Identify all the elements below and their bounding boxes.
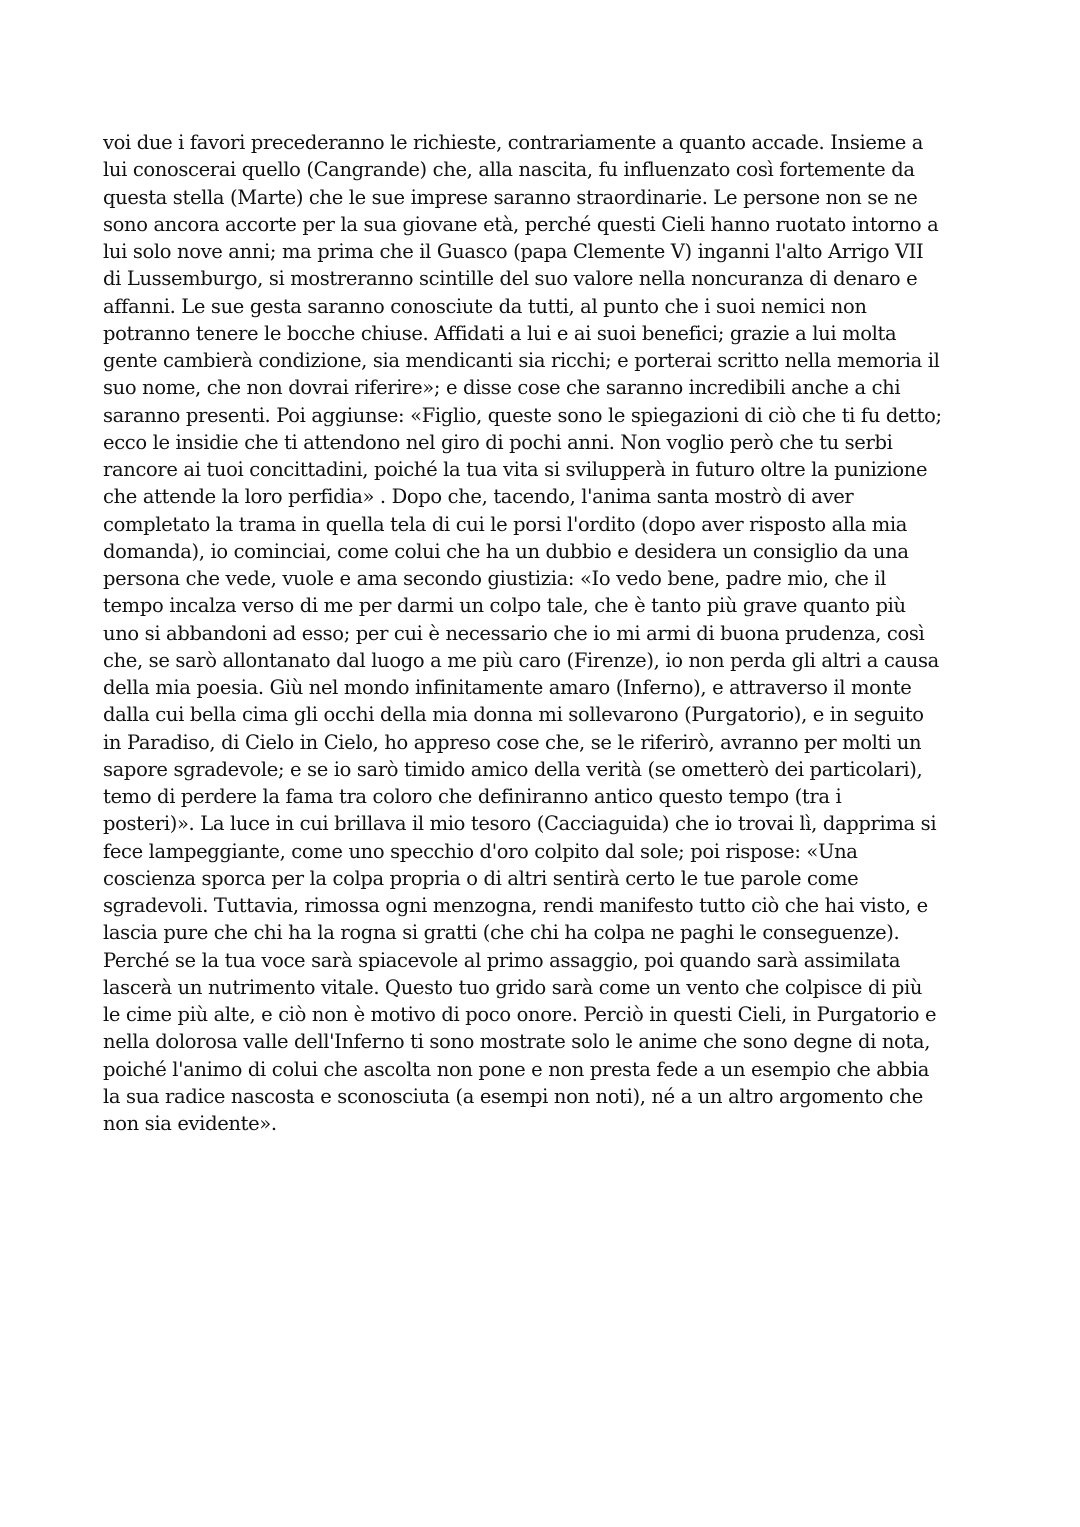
text-line: nella dolorosa valle dell'Inferno ti sono mostrate solo le anime che sono degne di nota, — [103, 1030, 931, 1054]
text-line: saranno presenti. Poi aggiunse: «Figlio, queste sono le spiegazioni di ciò che ti fu detto; — [103, 403, 942, 427]
text-line: lascia pure che chi ha la rogna si gratti (che chi ha colpa ne paghi le conseguenze). — [103, 921, 900, 945]
text-line: suo nome, che non dovrai riferire»; e disse cose che saranno incredibili anche a chi — [103, 376, 901, 400]
text-line: sono ancora accorte per la sua giovane età, perché questi Cieli hanno ruotato intorno a — [103, 212, 939, 236]
text-line: lui conoscerai quello (Cangrande) che, alla nascita, fu influenzato così fortemente da — [103, 158, 915, 182]
text-line: non sia evidente». — [103, 1112, 277, 1135]
text-line: coscienza sporca per la colpa propria o di altri sentirà certo le tue parole come — [103, 866, 859, 890]
text-line: voi due i favori precederanno le richieste, contrariamente a quanto accade. Insieme a — [103, 131, 924, 154]
text-line: la sua radice nascosta e sconosciuta (a esempi non noti), né a un altro argomento che — [103, 1084, 923, 1108]
text-line: temo di perdere la fama tra coloro che definiranno antico questo tempo (tra i — [103, 785, 842, 808]
text-line: che, se sarò allontanato dal luogo a me più caro (Firenze), io non perda gli altri a causa — [103, 648, 939, 672]
text-line: sapore sgradevole; e se io sarò timido amico della verità (se ometterò dei particolari), — [103, 757, 923, 781]
text-line: tempo incalza verso di me per darmi un colpo tale, che è tanto più grave quanto più — [103, 594, 906, 618]
text-line: della mia poesia. Giù nel mondo infinitamente amaro (Inferno), e attraverso il monte — [103, 676, 912, 699]
text-line: lascerà un nutrimento vitale. Questo tuo grido sarà come un vento che colpisce di più — [103, 975, 923, 999]
text-line: affanni. Le sue gesta saranno conosciute da tutti, al punto che i suoi nemici non — [103, 294, 867, 318]
text-line: uno si abbandoni ad esso; per cui è necessario che io mi armi di buona prudenza, così — [103, 621, 925, 645]
text-line: dalla cui bella cima gli occhi della mia donna mi sollevarono (Purgatorio), e in seguito — [103, 703, 924, 727]
text-line: sgradevoli. Tuttavia, rimossa ogni menzogna, rendi manifesto tutto ciò che hai visto, e — [103, 894, 928, 917]
text-line: che attende la loro perfidia» . Dopo che, tacendo, l'anima santa mostrò di aver — [103, 485, 854, 509]
text-line: completato la trama in quella tela di cui le porsi l'ordito (dopo aver risposto alla mia — [103, 512, 908, 536]
text-line: ecco le insidie che ti attendono nel giro di pochi anni. Non voglio però che tu serbi — [103, 430, 893, 454]
text-line: gente cambierà condizione, sia mendicanti sia ricchi; e porterai scritto nella memoria il — [103, 349, 940, 372]
text-line: domanda), io cominciai, come colui che ha un dubbio e desidera un consiglio da una — [103, 539, 909, 563]
text-line: in Paradiso, di Cielo in Cielo, ho appreso cose che, se le riferirò, avranno per molti un — [103, 730, 922, 754]
text-line: questa stella (Marte) che le sue imprese saranno straordinarie. Le persone non se ne — [103, 185, 918, 209]
text-line: poiché l'animo di colui che ascolta non pone e non presta fede a un esempio che abbia — [103, 1057, 930, 1081]
text-line: di Lussemburgo, si mostreranno scintille del suo valore nella noncuranza di denaro e — [103, 267, 918, 291]
text-line: potranno tenere le bocche chiuse. Affidati a lui e ai suoi benefici; grazie a lui molta — [103, 321, 897, 345]
text-line: Perché se la tua voce sarà spiacevole al primo assaggio, poi quando sarà assimilata — [103, 948, 901, 972]
text-line: persona che vede, vuole e ama secondo giustizia: «Io vedo bene, padre mio, che il — [103, 567, 887, 590]
body-text — [103, 129, 1003, 1137]
text-line: rancore ai tuoi concittadini, poiché la tua vita si svilupperà in futuro oltre la punizione — [103, 458, 928, 481]
text-line: posteri)». La luce in cui brillava il mio tesoro (Cacciaguida) che io trovai lì, dapprima si — [103, 812, 937, 836]
text-line: lui solo nove anni; ma prima che il Guasco (papa Clemente V) inganni l'alto Arrigo VII — [103, 240, 924, 263]
text-line: fece lampeggiante, come uno specchio d'oro colpito dal sole; poi rispose: «Una — [103, 839, 858, 863]
text-line: le cime più alte, e ciò non è motivo di poco onore. Perciò in questi Cieli, in Purgatorio e — [103, 1003, 937, 1026]
